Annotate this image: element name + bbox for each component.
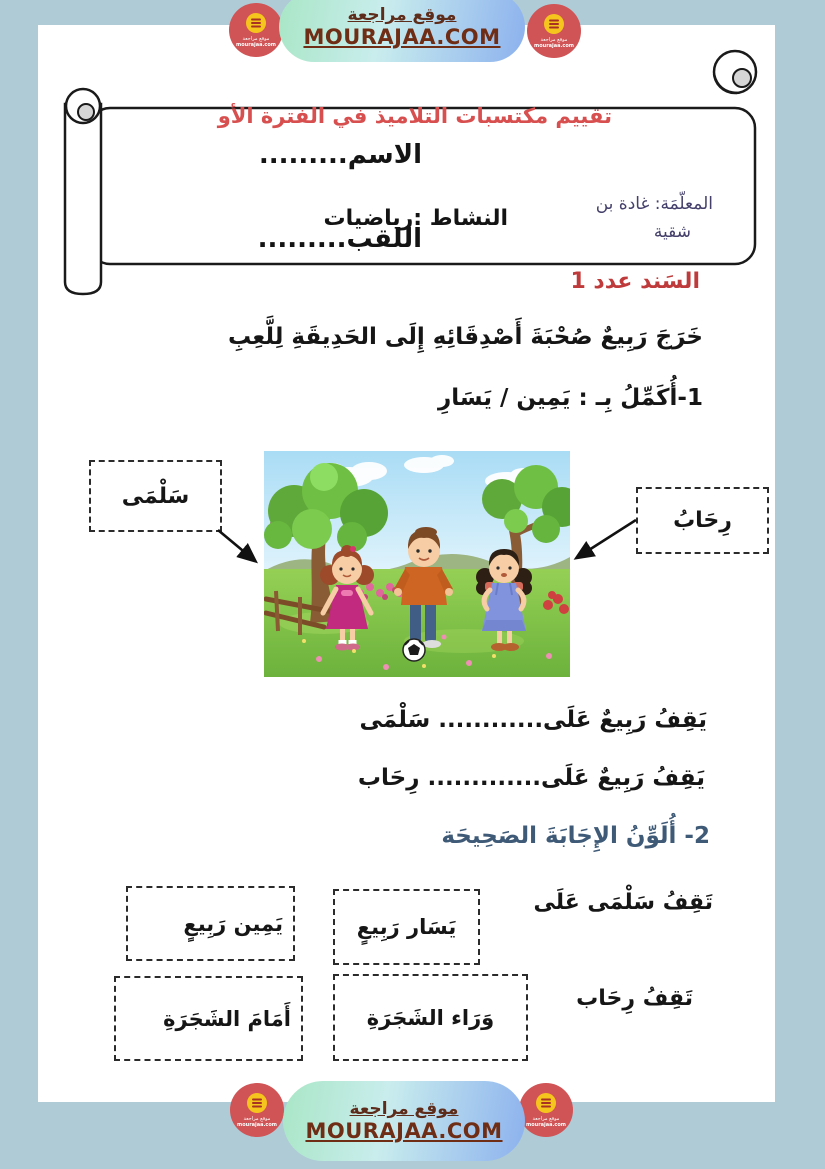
brand-badge-top-right[interactable] — [527, 4, 581, 58]
header-brand-pill — [279, 0, 525, 62]
arrow-to-left-girl — [214, 527, 266, 571]
support-sentence: خَرَجَ رَبِيعٌ صُحْبَةَ أَصْدِقَائِهِ إِلَى الحَدِيقَةِ لِلَّعِبِ — [228, 324, 703, 350]
worksheet-title: تقييم مكتسبات التلاميذ في الفترة الأو — [217, 104, 612, 128]
option-box-waraa-shajara[interactable]: وَرَاء الشَجَرَةِ — [333, 974, 528, 1061]
brand-logo-icon — [544, 14, 564, 34]
option-box-amam-shajara[interactable]: أَمَامَ الشَجَرَةِ — [114, 976, 303, 1061]
badge-site-domain: mourajaa.com — [235, 41, 276, 48]
label-box-salma — [89, 460, 222, 532]
teacher-name: المعلّمَة: غادة بن شقية — [595, 194, 713, 243]
label-rihab-text: رِحَابُ — [673, 508, 732, 533]
footer-brand-pill — [283, 1081, 525, 1161]
label-salma-text: سَلْمَى — [121, 483, 190, 509]
brand-badge-bottom-left[interactable] — [230, 1083, 284, 1137]
student-name-field[interactable]: الاسم......... — [258, 140, 422, 170]
badge-site-domain: mourajaa.com — [525, 1121, 566, 1128]
header-site-name-link[interactable]: موقع مراجعة — [347, 5, 457, 25]
fill-line-salma[interactable]: يَقِفُ رَبِيعٌ عَلَى............ سَلْمَى — [359, 707, 707, 733]
badge-site-name: موقع مراجعة — [540, 36, 568, 43]
q2-row2-prompt: تَقِفُ رِحَاب — [576, 986, 693, 1011]
park-illustration — [264, 451, 570, 677]
question1-instruction: 1-أُكَمِّلُ بِـ : يَمِين / يَسَارِ — [438, 385, 703, 411]
option-box-yamin-rabii[interactable]: يَمِين رَبِيعٍ — [126, 886, 295, 961]
brand-logo-icon — [536, 1093, 556, 1113]
student-surname-field[interactable]: اللقب......... — [257, 224, 422, 254]
label-box-rihab — [636, 487, 769, 554]
fill-line-rihab[interactable]: يَقِفُ رَبِيعٌ عَلَى............. رِحَاب — [357, 765, 705, 791]
question2-instruction: 2- أُلَوِّنُ الإِجَابَةَ الصَحِيحَة — [441, 823, 710, 849]
support-heading: السَند عدد 1 — [570, 269, 700, 294]
brand-logo-icon — [247, 1093, 267, 1113]
activity-label: النشاط :رياضيات — [323, 206, 508, 231]
badge-site-domain: mourajaa.com — [533, 42, 574, 49]
badge-site-domain: mourajaa.com — [236, 1121, 277, 1128]
brand-badge-bottom-right[interactable] — [519, 1083, 573, 1137]
q2-row1-prompt: تَقِفُ سَلْمَى عَلَى — [533, 890, 713, 915]
badge-site-name: موقع مراجعة — [532, 1115, 560, 1122]
footer-site-name-link[interactable]: موقع مراجعة — [349, 1099, 459, 1119]
scroll-banner-graphic — [55, 42, 770, 302]
badge-site-name: موقع مراجعة — [243, 1115, 271, 1122]
brand-logo-icon — [246, 13, 266, 33]
brand-badge-top-left[interactable] — [229, 3, 283, 57]
option-box-yasar-rabii[interactable]: يَسَار رَبِيعٍ — [333, 889, 480, 965]
header-site-domain-link[interactable]: MOURAJAA.COM — [303, 25, 501, 49]
badge-site-name: موقع مراجعة — [242, 35, 270, 42]
arrow-to-right-girl — [566, 513, 640, 565]
footer-site-domain-link[interactable]: MOURAJAA.COM — [305, 1119, 503, 1143]
